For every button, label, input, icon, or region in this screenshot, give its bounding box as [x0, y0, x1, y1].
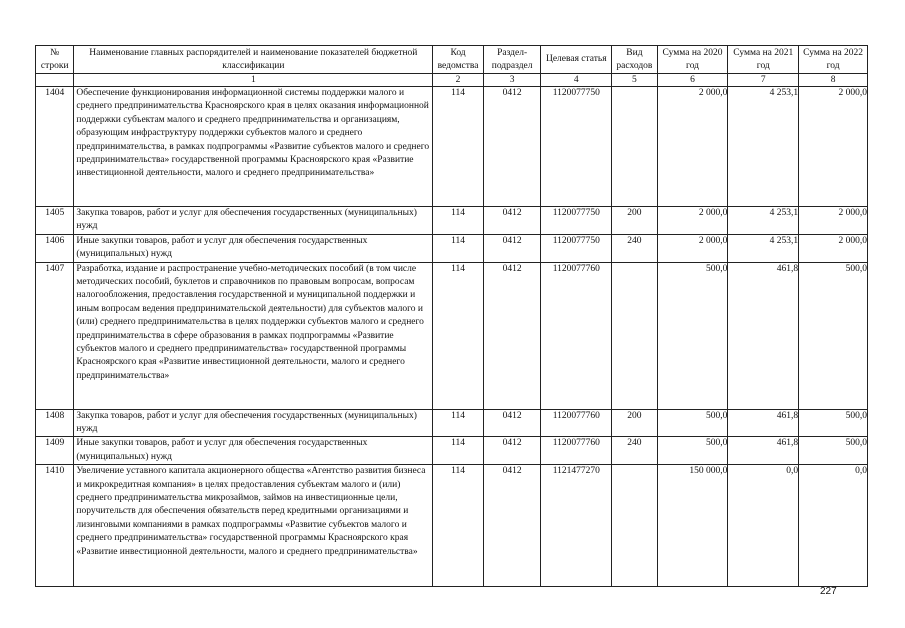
row-sum-2021: 4 253,1 — [728, 234, 799, 262]
row-target: 1120077750 — [541, 87, 612, 207]
row-dept: 114 — [433, 87, 484, 207]
row-sum-2022: 2 000,0 — [799, 207, 868, 235]
header-section: Раздел-подраздел — [483, 46, 541, 74]
row-number: 1404 — [36, 87, 74, 207]
row-sum-2022: 500,0 — [799, 409, 868, 437]
table-row — [36, 234, 868, 262]
budget-table — [35, 45, 868, 587]
row-sum-2020: 500,0 — [657, 409, 728, 437]
row-sum-2020: 500,0 — [657, 437, 728, 465]
table-row — [36, 465, 868, 587]
row-description: Разработка, издание и распространение учебно-методических пособий (в том числе методических пособий, буклетов и справочников по правовым вопросам, вопросам налогообложения, предоставления государственной и муниципальной поддержки и иным вопросам ведения предпринимательской деятельности) для субъектов малого и (или) среднего предпринимательства в целях поддержки субъектов малого и среднего предпринимательства в сфере образования в рамках подпрограммы «Развитие субъектов малого и среднего предпринимательства» государственной программы Красноярского края «Развитие инвестиционной деятельности, малого и среднего предпринимательства» — [74, 262, 433, 409]
row-number: 1406 — [36, 234, 74, 262]
row-dept: 114 — [433, 262, 484, 409]
row-target: 1120077750 — [541, 234, 612, 262]
column-index-cell — [36, 74, 74, 87]
row-target: 1121477270 — [541, 465, 612, 587]
row-number: 1410 — [36, 465, 74, 587]
row-target: 1120077750 — [541, 207, 612, 235]
row-section: 0412 — [483, 234, 541, 262]
row-dept: 114 — [433, 465, 484, 587]
header-row-no: № строки — [36, 46, 74, 74]
header-row — [36, 46, 868, 74]
page-number: 227 — [820, 586, 837, 597]
header-sum-2020: Сумма на 2020 год — [657, 46, 728, 74]
table-row — [36, 409, 868, 437]
column-index-cell: 7 — [728, 74, 799, 87]
row-sum-2021: 461,8 — [728, 262, 799, 409]
row-exp-type — [612, 87, 657, 207]
row-exp-type — [612, 465, 657, 587]
row-dept: 114 — [433, 234, 484, 262]
row-description: Закупка товаров, работ и услуг для обеспечения государственных (муниципальных) нужд — [74, 207, 433, 235]
header-exp-type: Вид расходов — [612, 46, 657, 74]
row-sum-2021: 4 253,1 — [728, 207, 799, 235]
row-sum-2022: 500,0 — [799, 437, 868, 465]
row-sum-2020: 2 000,0 — [657, 87, 728, 207]
column-index-row — [36, 74, 868, 87]
table-row — [36, 262, 868, 409]
row-description: Закупка товаров, работ и услуг для обеспечения государственных (муниципальных) нужд — [74, 409, 433, 437]
row-number: 1409 — [36, 437, 74, 465]
row-exp-type: 200 — [612, 207, 657, 235]
column-index-cell: 1 — [74, 74, 433, 87]
row-target: 1120077760 — [541, 409, 612, 437]
row-sum-2020: 150 000,0 — [657, 465, 728, 587]
row-sum-2020: 2 000,0 — [657, 207, 728, 235]
row-sum-2022: 2 000,0 — [799, 234, 868, 262]
row-section: 0412 — [483, 409, 541, 437]
row-section: 0412 — [483, 262, 541, 409]
row-section: 0412 — [483, 207, 541, 235]
column-index-cell: 8 — [799, 74, 868, 87]
header-dept-code: Код ведомства — [433, 46, 484, 74]
header-sum-2022: Сумма на 2022 год — [799, 46, 868, 74]
row-dept: 114 — [433, 437, 484, 465]
row-number: 1405 — [36, 207, 74, 235]
row-description: Увеличение уставного капитала акционерного общества «Агентство развития бизнеса и микрокредитная компания» в целях предоставления субъектам малого и (или) среднего предпринимательства микрозаймов, займов на инвестиционные цели, поручительств для обеспечения обязательств перед кредитными организациями и лизинговыми компаниями в рамках подпрограммы «Развитие субъектов малого и среднего предпринимательства» государственной программы Красноярского края «Развитие инвестиционной деятельности, малого и среднего предпринимательства» — [74, 465, 433, 587]
table-row — [36, 437, 868, 465]
table-row — [36, 87, 868, 207]
row-dept: 114 — [433, 409, 484, 437]
row-target: 1120077760 — [541, 262, 612, 409]
row-sum-2021: 461,8 — [728, 437, 799, 465]
row-number: 1408 — [36, 409, 74, 437]
row-section: 0412 — [483, 437, 541, 465]
row-sum-2021: 461,8 — [728, 409, 799, 437]
row-sum-2020: 500,0 — [657, 262, 728, 409]
row-target: 1120077760 — [541, 437, 612, 465]
row-dept: 114 — [433, 207, 484, 235]
header-sum-2021: Сумма на 2021 год — [728, 46, 799, 74]
row-section: 0412 — [483, 465, 541, 587]
header-name: Наименование главных распорядителей и наименование показателей бюджетной классификации — [74, 46, 433, 74]
row-exp-type — [612, 262, 657, 409]
row-exp-type: 240 — [612, 234, 657, 262]
row-description: Обеспечение функционирования информационной системы поддержки малого и среднего предпринимательства Красноярского края в целях оказания информационной поддержки субъектам малого и среднего предпринимательства и организациям, образующим инфраструктуру поддержки субъектов малого и среднего предпринимательства, в рамках подпрограммы «Развитие субъектов малого и среднего предпринимательства» государственной программы Красноярского края «Развитие инвестиционной деятельности, малого и среднего предпринимательства» — [74, 87, 433, 207]
row-sum-2020: 2 000,0 — [657, 234, 728, 262]
row-sum-2022: 2 000,0 — [799, 87, 868, 207]
row-sum-2021: 0,0 — [728, 465, 799, 587]
row-exp-type: 200 — [612, 409, 657, 437]
header-target: Целевая статья — [541, 46, 612, 74]
row-sum-2022: 0,0 — [799, 465, 868, 587]
column-index-cell: 6 — [657, 74, 728, 87]
row-description: Иные закупки товаров, работ и услуг для обеспечения государственных (муниципальных) нужд — [74, 437, 433, 465]
row-section: 0412 — [483, 87, 541, 207]
column-index-cell: 4 — [541, 74, 612, 87]
row-number: 1407 — [36, 262, 74, 409]
table-row — [36, 207, 868, 235]
row-exp-type: 240 — [612, 437, 657, 465]
row-description: Иные закупки товаров, работ и услуг для обеспечения государственных (муниципальных) нужд — [74, 234, 433, 262]
column-index-cell: 5 — [612, 74, 657, 87]
column-index-cell: 3 — [483, 74, 541, 87]
column-index-cell: 2 — [433, 74, 484, 87]
row-sum-2022: 500,0 — [799, 262, 868, 409]
row-sum-2021: 4 253,1 — [728, 87, 799, 207]
